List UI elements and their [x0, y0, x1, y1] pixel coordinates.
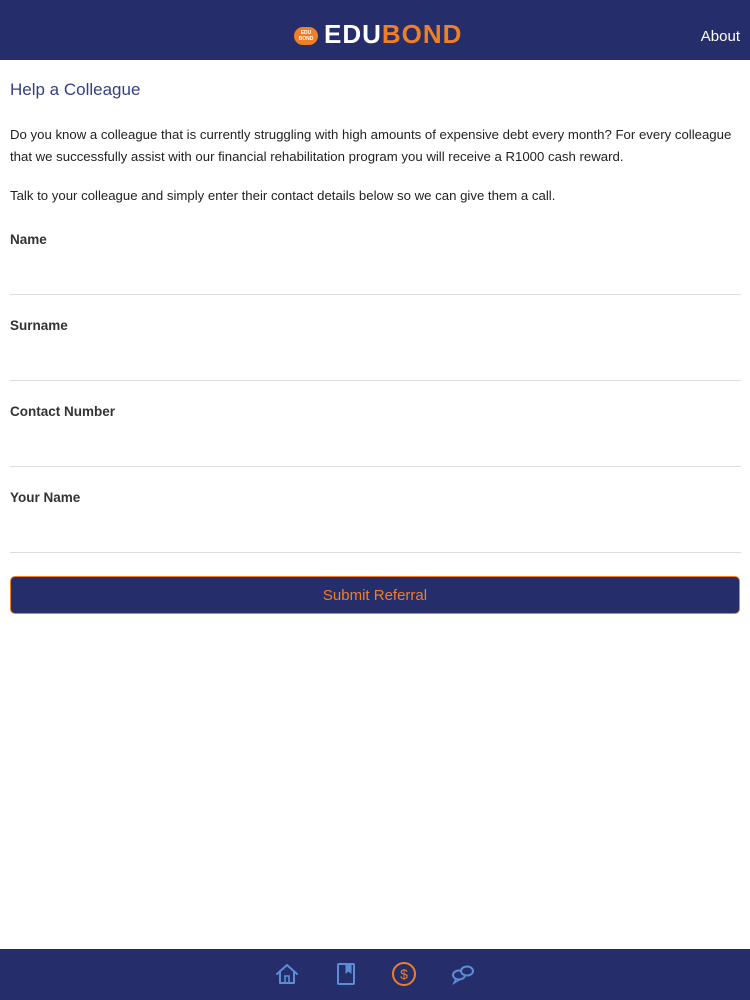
bottom-tab-bar — [0, 949, 750, 1000]
about-link[interactable]: About — [700, 28, 740, 45]
chat-icon — [450, 961, 476, 987]
contact-number-field-group — [10, 404, 741, 467]
name-field-group — [10, 232, 741, 295]
surname-input[interactable] — [10, 344, 741, 372]
submit-referral-button[interactable]: Submit Referral — [10, 576, 740, 614]
logo-text-bond: BOND — [381, 19, 463, 49]
tab-chat[interactable] — [450, 961, 476, 987]
your-name-input[interactable] — [10, 516, 741, 544]
contact-number-label: Contact Number — [10, 404, 116, 419]
svg-text:$: $ — [400, 966, 408, 982]
logo-text-edu: EDU — [324, 19, 382, 49]
dollar-icon — [391, 961, 417, 987]
intro-text: Do you know a colleague that is currently struggling with high amounts of expensive debt every month? For every colleague that we successfully assist with our financial rehabilitation program you will receive a R1000 cash reward. — [10, 127, 732, 164]
name-input[interactable] — [10, 258, 741, 286]
tab-book[interactable] — [333, 961, 359, 987]
logo-badge-icon: EDU BOND — [294, 27, 318, 45]
name-label: Name — [10, 232, 47, 247]
logo-wordmark — [324, 19, 462, 49]
surname-field-group — [10, 318, 741, 381]
edubond-logo — [294, 19, 463, 49]
your-name-label: Your Name — [10, 490, 81, 505]
contact-number-input[interactable] — [10, 430, 741, 458]
tab-dollar[interactable] — [391, 961, 417, 987]
header-bar — [0, 0, 750, 60]
page-title: Help a Colleague — [10, 80, 141, 99]
home-icon — [274, 961, 300, 987]
your-name-field-group — [10, 490, 741, 553]
instruction-text: Talk to your colleague and simply enter their contact details below so we can give them a call. — [10, 188, 556, 203]
tab-home[interactable] — [274, 961, 300, 987]
book-icon — [333, 961, 359, 987]
surname-label: Surname — [10, 318, 68, 333]
